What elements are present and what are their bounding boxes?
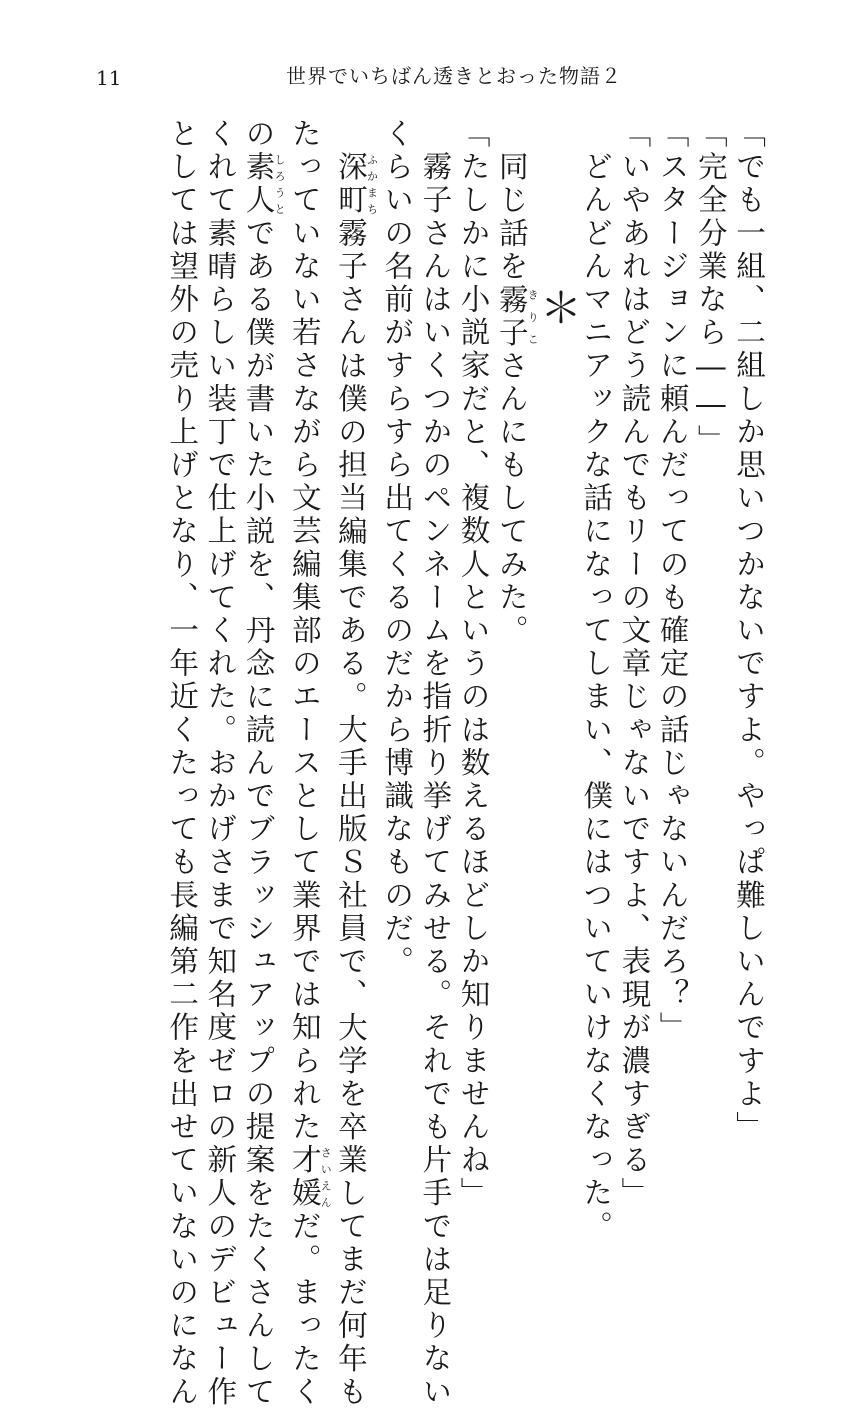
- body-text: [78, 118, 768, 1409]
- text-line: 「でも一組、二組しか思いつかないですよ。やっぱ難しいんですよ」: [732, 118, 766, 1145]
- text-line: 同じ話を霧子きりこさんにもしてみた。: [494, 118, 540, 648]
- text-line: 「いやあれはどう読んでもリーの文章じゃないですよ、表現が濃すぎる」: [617, 118, 652, 1211]
- text-line: くれて素晴らしい装丁で仕上げてくれた。おかげさまで知名度ゼロの新人のデビュー作: [203, 118, 238, 1409]
- running-title: 世界でいちばん透きとおった物語２: [286, 64, 622, 88]
- text-line: 「スタージョンに頼んだってのも確定の話じゃないんだろ？」: [655, 118, 690, 1045]
- text-line: 「完全分業なら――」: [693, 118, 728, 458]
- text-line: どんどんマニアックな話になってしまい、僕にはついていけなくなった。: [579, 118, 614, 1244]
- page-number: 11: [96, 66, 122, 90]
- text-line: くらいの名前がすらすら出てくるのだから博識なものだ。: [380, 118, 415, 979]
- text-line: 「たしかに小説家だと、複数人というのは数えるほどしか知りませんね」: [456, 118, 491, 1211]
- section-break-asterisk: ＊: [533, 286, 583, 332]
- text-line: たっていない若さながら文芸編集部のエースとして業界では知られた才媛さいえんだ。まったく: [287, 118, 333, 1409]
- text-line: 深町ふかまち霧子さんは僕の担当編集である。大手出版Ｓ社員で、大学を卒業してまだ何年も: [333, 151, 379, 1409]
- text-line: の素人しろうとである僕が書いた小説を、丹念に読んでブラッシュアップの提案をたくさんして: [241, 118, 287, 1409]
- text-line: としては望外の売り上げとなり、一年近くたっても長編第二作を出せていないのになん: [165, 118, 200, 1409]
- text-line: 霧子さんはいくつかのペンネームを指折り挙げてみせる。それでも片手では足りない: [418, 118, 453, 1409]
